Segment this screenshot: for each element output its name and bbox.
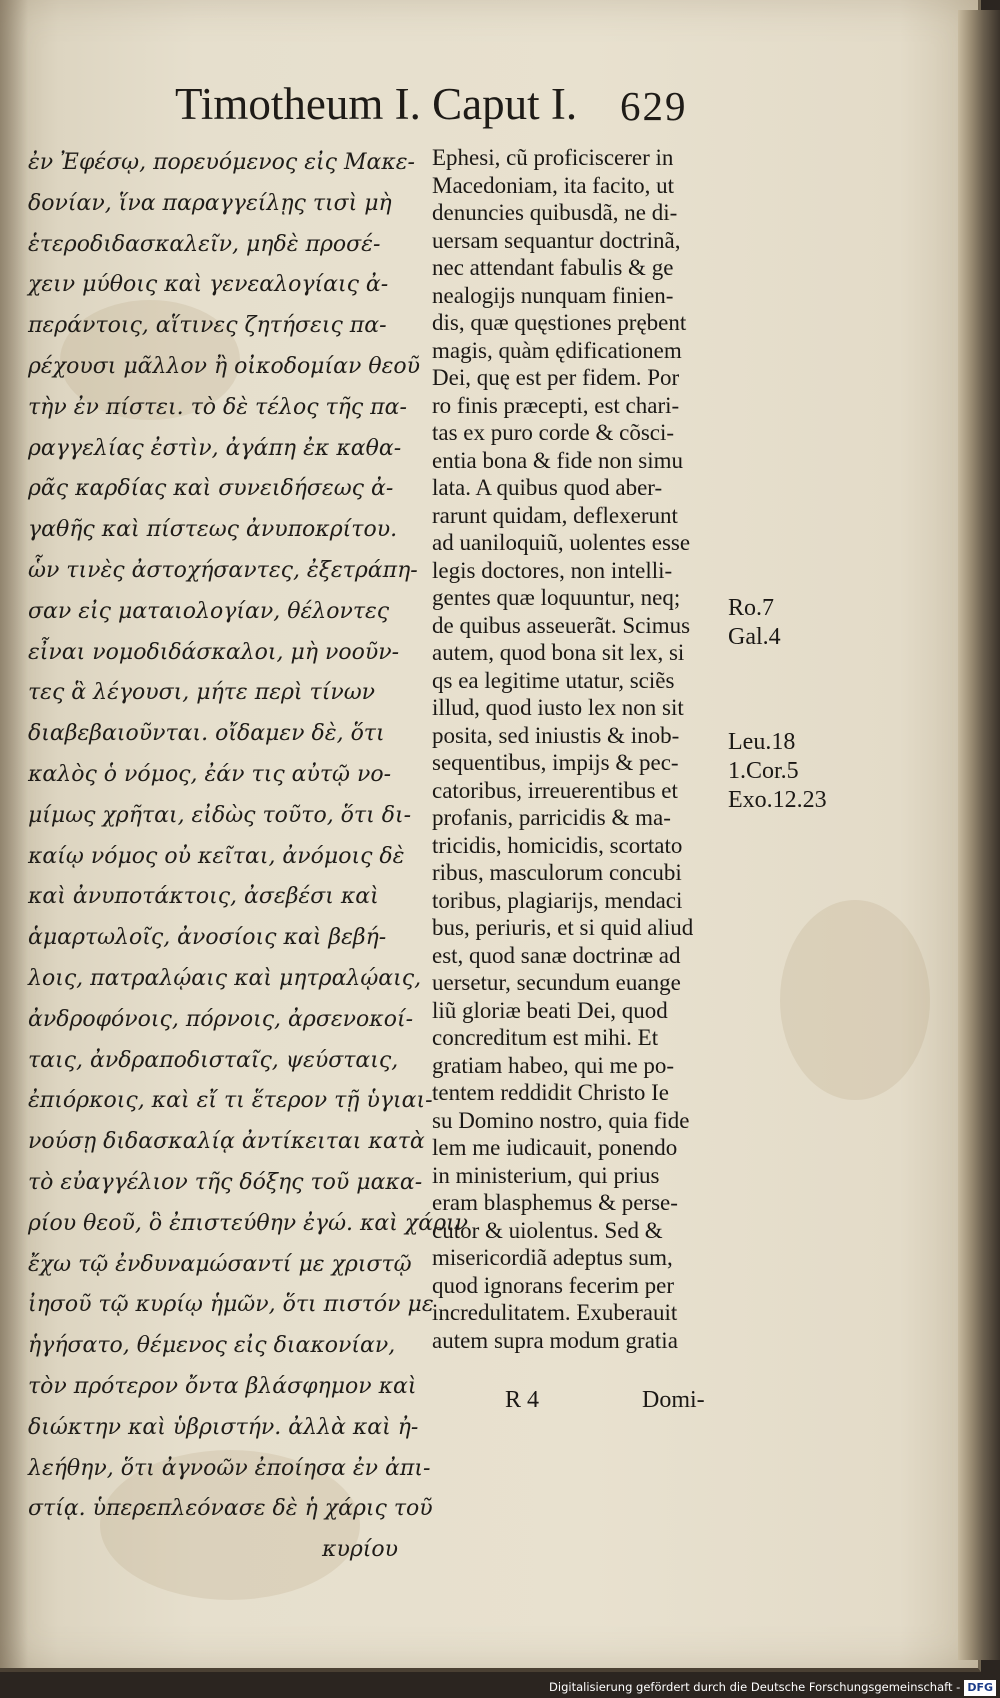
text-line: incredulitatem. Exuberauit xyxy=(432,1300,678,1325)
text-line: δονίαν, ἵνα παραγγείλῃς τισὶ μὴ xyxy=(28,190,392,216)
latin-text-column xyxy=(432,144,732,1354)
page-number: 629 xyxy=(620,83,688,129)
text-line: ἀνδροφόνοις, πόρνοις, ἀρσενοκοί- xyxy=(28,1006,414,1032)
marginal-note-leu18: Leu.18 xyxy=(728,729,796,755)
text-line: uersetur, secundum euange xyxy=(432,970,681,995)
text-line: gratiam habeo, qui me po- xyxy=(432,1052,675,1078)
text-line: quod ignorans fecerim per xyxy=(432,1272,675,1298)
text-line: ρίου θεοῦ, ὃ ἐπιστεύθην ἐγώ. καὶ χάριν xyxy=(28,1210,469,1236)
text-line: διαβεβαιοῦνται. οἴδαμεν δὲ, ὅτι xyxy=(28,721,385,747)
text-line: καίῳ νόμος οὐ κεῖται, ἀνόμοις δὲ xyxy=(28,843,405,869)
text-line: autem supra modum gratia xyxy=(432,1327,678,1353)
text-line: διώκτην καὶ ὑβριστήν. ἀλλὰ καὶ ἠ- xyxy=(28,1414,419,1440)
signature-line xyxy=(505,1387,735,1417)
text-line: κυρίου xyxy=(322,1537,398,1563)
text-line: rarunt quidam, deflexerunt xyxy=(432,502,678,528)
text-line: Dei, quę est per fidem. Por xyxy=(432,365,680,390)
paper-stain xyxy=(780,900,930,1100)
text-line: est, quod sanæ doctrinæ ad xyxy=(432,942,681,968)
text-line: τὸν πρότερον ὄντα βλάσφημον καὶ xyxy=(28,1373,417,1399)
text-line: legis doctores, non intelli- xyxy=(432,557,673,583)
text-line: uersam sequantur doctrinã, xyxy=(432,227,681,253)
gutter-shadow xyxy=(0,0,28,1668)
digitization-footer xyxy=(0,1676,996,1698)
text-line: entia bona & fide non simu xyxy=(432,447,684,473)
text-line: ἰησοῦ τῷ κυρίῳ ἡμῶν, ὅτι πιστόν με xyxy=(28,1292,434,1318)
text-line: tricidis, homicidis, scortato xyxy=(432,832,683,858)
footer-text: Digitalisierung gefördert durch die Deutsche Forschungsgemeinschaft - xyxy=(549,1680,961,1694)
text-line: ρᾶς καρδίας καὶ συνειδήσεως ἀ- xyxy=(28,476,394,502)
text-line: lem me iudicauit, ponendo xyxy=(432,1135,678,1160)
text-line: in ministerium, qui prius xyxy=(432,1162,660,1188)
text-line: su Domino nostro, quia fide xyxy=(432,1107,690,1133)
text-line: profanis, parricidis & ma- xyxy=(432,805,671,830)
text-line: ἁμαρτωλοῖς, ἀνοσίοις καὶ βεβή- xyxy=(28,925,387,951)
marginal-note-ro7: Ro.7 xyxy=(728,595,775,621)
text-line: ἔχω τῷ ἐνδυναμώσαντί με χριστῷ xyxy=(28,1251,412,1277)
text-line: toribus, plagiarijs, mendaci xyxy=(432,887,683,913)
text-line: καλὸς ὁ νόμος, ἐάν τις αὐτῷ νο- xyxy=(28,761,392,787)
text-line: magis, quàm ędificationem xyxy=(432,337,682,363)
text-line: γαθῆς καὶ πίστεως ἀνυποκρίτου. xyxy=(28,517,398,543)
text-line: τες ἃ λέγουσι, μήτε περὶ τίνων xyxy=(28,680,376,706)
text-line: misericordiã adeptus sum, xyxy=(432,1245,673,1270)
text-line: χειν μύθοις καὶ γενεαλογίαις ἀ- xyxy=(28,272,389,298)
text-line: eram blasphemus & perse- xyxy=(432,1190,678,1215)
text-line: Macedoniam, ita facito, ut xyxy=(432,172,675,198)
text-line: νούσῃ διδασκαλίᾳ ἀντίκειται κατὰ xyxy=(28,1129,425,1155)
signature-mark: R 4 xyxy=(505,1387,540,1413)
catchword: Domi- xyxy=(642,1387,705,1413)
text-line: posita, sed iniustis & inob- xyxy=(432,722,680,748)
text-line: denuncies quibusdã, ne di- xyxy=(432,200,678,225)
text-line: ἡγήσατο, θέμενος εἰς διακονίαν, xyxy=(28,1333,396,1359)
text-line: ad uaniloquiũ, uolentes esse xyxy=(432,530,691,555)
text-line: autem, quod bona sit lex, si xyxy=(432,640,685,665)
text-line: ρέχουσι μᾶλλον ἢ οἰκοδομίαν θεοῦ xyxy=(28,353,421,379)
text-line: ἑτεροδιδασκαλεῖν, μηδὲ προσέ- xyxy=(28,231,381,257)
text-line: σαν εἰς ματαιολογίαν, θέλοντες xyxy=(28,598,390,624)
text-line: concreditum est mihi. Et xyxy=(432,1025,659,1050)
text-line: ραγγελίας ἐστὶν, ἀγάπη ἐκ καθα- xyxy=(28,435,402,461)
text-line: εἶναι νομοδιδάσκαλοι, μὴ νοοῦν- xyxy=(28,639,400,665)
text-line: tas ex puro corde & cõsci- xyxy=(432,420,675,445)
marginal-note-1cor5: 1.Cor.5 xyxy=(728,758,799,784)
text-line: ἐν Ἐφέσῳ, πορευόμενος εἰς Μακε- xyxy=(28,150,415,175)
text-line: ταις, ἀνδραποδισταῖς, ψεύσταις, xyxy=(28,1047,399,1073)
running-header xyxy=(170,78,730,138)
text-line: μίμως χρῆται, εἰδὼς τοῦτο, ὅτι δι- xyxy=(28,802,412,828)
text-line: bus, periuris, et si quid aliud xyxy=(432,915,694,940)
text-line: dis, quæ quęstiones prębent xyxy=(432,310,687,335)
text-line: gentes quæ loquuntur, neq; xyxy=(432,585,681,610)
text-line: ἐπιόρκοις, καὶ εἴ τι ἕτερον τῇ ὑγιαι- xyxy=(28,1088,433,1114)
text-line: λεήθην, ὅτι ἀγνοῶν ἐποίησα ἐν ἀπι- xyxy=(28,1455,431,1481)
text-line: καὶ ἀνυποτάκτοις, ἀσεβέσι καὶ xyxy=(28,884,379,910)
text-line: de quibus asseuerãt. Scimus xyxy=(432,612,691,638)
greek-text-column xyxy=(28,143,469,1571)
text-line: liũ gloriæ beati Dei, quod xyxy=(432,997,668,1023)
text-line: ribus, masculorum concubi xyxy=(432,860,682,885)
text-line: sequentibus, impijs & pec- xyxy=(432,750,679,775)
dfg-logo: DFG xyxy=(964,1680,996,1696)
text-line: cutor & uiolentus. Sed & xyxy=(432,1217,663,1243)
text-line: nealogijs nunquam finien- xyxy=(432,282,674,308)
text-line: nec attendant fabulis & ge xyxy=(432,255,674,280)
text-line: tentem reddidit Christo Ie xyxy=(432,1080,669,1105)
text-line: τὸ εὐαγγέλιον τῆς δόξης τοῦ μακα- xyxy=(28,1169,423,1195)
text-line: στίᾳ. ὑπερεπλεόνασε δὲ ἡ χάρις τοῦ xyxy=(28,1496,433,1522)
running-title: Timotheum I. Caput I. xyxy=(175,79,578,129)
marginal-note-exo: Exo.12.23 xyxy=(728,787,827,813)
text-line: λοις, πατραλῴαις καὶ μητραλῴαις, xyxy=(28,965,422,991)
text-line: illud, quod iusto lex non sit xyxy=(432,695,684,720)
text-line: Ephesi, cũ proficiscerer in xyxy=(432,145,674,170)
text-line: ro finis præcepti, est chari- xyxy=(432,392,680,418)
text-line: περάντοις, αἵτινες ζητήσεις πα- xyxy=(28,313,387,339)
text-line: qs ea legitime utatur, sciẽs xyxy=(432,667,675,693)
book-fore-edge xyxy=(958,10,1000,1660)
marginal-note-gal4: Gal.4 xyxy=(728,624,781,650)
text-line: catoribus, irreuerentibus et xyxy=(432,777,678,803)
text-line: ὧν τινὲς ἀστοχήσαντες, ἐξετράπη- xyxy=(28,557,418,583)
text-line: τὴν ἐν πίστει. τὸ δὲ τέλος τῆς πα- xyxy=(28,394,407,420)
text-line: lata. A quibus quod aber- xyxy=(432,475,663,500)
